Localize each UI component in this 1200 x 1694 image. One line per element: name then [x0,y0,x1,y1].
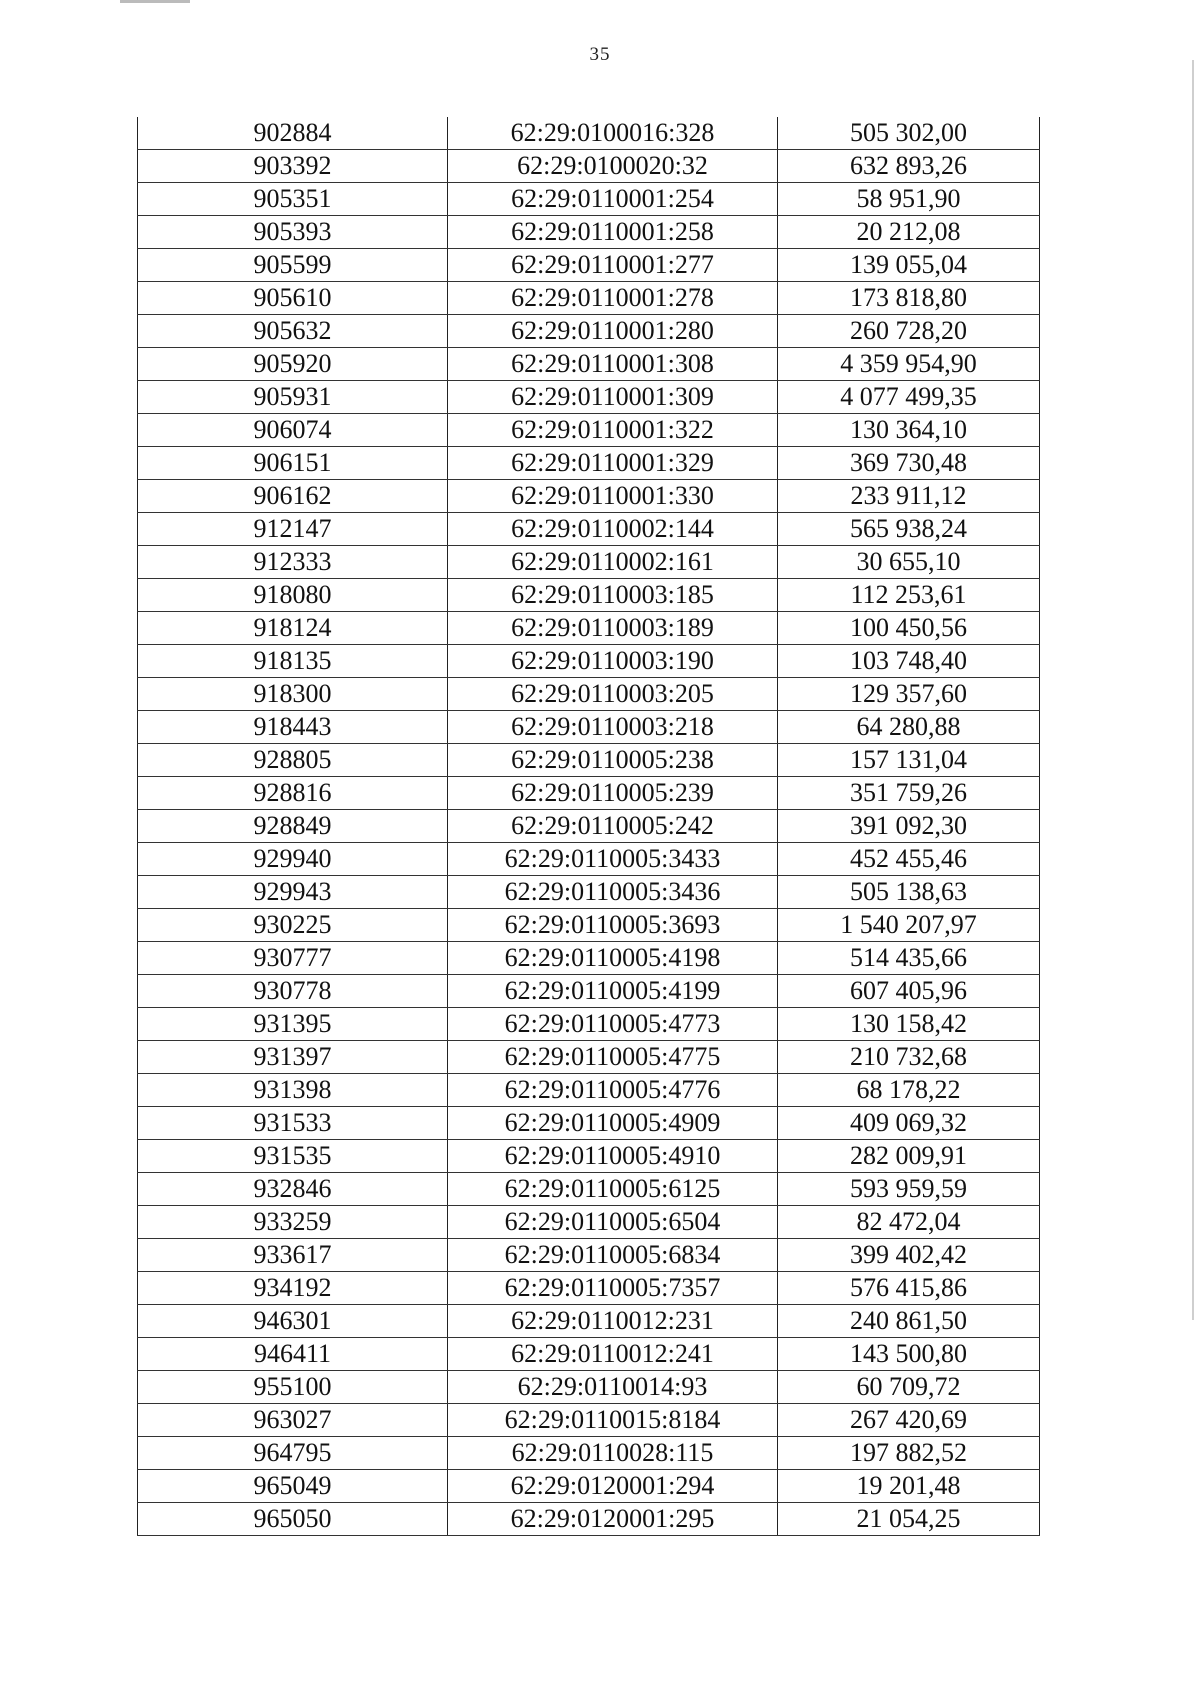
table-row [138,348,1040,381]
record-id-cell: 955100 [138,1371,448,1404]
cadastral-number-cell: 62:29:0110005:4910 [448,1140,778,1173]
table-row [138,1437,1040,1470]
cadastral-number-cell: 62:29:0100020:32 [448,150,778,183]
table-row [138,678,1040,711]
record-id-cell: 928816 [138,777,448,810]
value-cell: 240 861,50 [778,1305,1040,1338]
value-cell: 267 420,69 [778,1404,1040,1437]
record-id-cell: 903392 [138,150,448,183]
cadastral-number-cell: 62:29:0120001:295 [448,1503,778,1536]
record-id-cell: 905351 [138,183,448,216]
table-row [138,513,1040,546]
cadastral-number-cell: 62:29:0110001:322 [448,414,778,447]
value-cell: 282 009,91 [778,1140,1040,1173]
cadastral-number-cell: 62:29:0110015:8184 [448,1404,778,1437]
value-cell: 576 415,86 [778,1272,1040,1305]
cadastral-number-cell: 62:29:0110003:205 [448,678,778,711]
value-cell: 197 882,52 [778,1437,1040,1470]
record-id-cell: 930777 [138,942,448,975]
value-cell: 260 728,20 [778,315,1040,348]
cadastral-number-cell: 62:29:0110014:93 [448,1371,778,1404]
table-row [138,150,1040,183]
record-id-cell: 906162 [138,480,448,513]
table-row [138,1206,1040,1239]
cadastral-number-cell: 62:29:0110012:241 [448,1338,778,1371]
table-row [138,414,1040,447]
table-row [138,612,1040,645]
record-id-cell: 931395 [138,1008,448,1041]
table-row [138,1272,1040,1305]
table-row [138,1371,1040,1404]
cadastral-number-cell: 62:29:0110001:278 [448,282,778,315]
cadastral-number-cell: 62:29:0110001:308 [448,348,778,381]
table-row [138,1338,1040,1371]
record-id-cell: 906074 [138,414,448,447]
record-id-cell: 918300 [138,678,448,711]
cadastral-number-cell: 62:29:0110001:280 [448,315,778,348]
record-id-cell: 934192 [138,1272,448,1305]
value-cell: 210 732,68 [778,1041,1040,1074]
table-row [138,876,1040,909]
value-cell: 4 359 954,90 [778,348,1040,381]
cadastral-number-cell: 62:29:0110005:6504 [448,1206,778,1239]
record-id-cell: 946411 [138,1338,448,1371]
record-id-cell: 918135 [138,645,448,678]
cadastral-number-cell: 62:29:0110005:7357 [448,1272,778,1305]
record-id-cell: 905920 [138,348,448,381]
cadastral-number-cell: 62:29:0110005:6125 [448,1173,778,1206]
record-id-cell: 918443 [138,711,448,744]
value-cell: 103 748,40 [778,645,1040,678]
table-row [138,1404,1040,1437]
data-table [137,117,1040,1536]
value-cell: 399 402,42 [778,1239,1040,1272]
record-id-cell: 905610 [138,282,448,315]
cadastral-number-cell: 62:29:0110001:258 [448,216,778,249]
record-id-cell: 932846 [138,1173,448,1206]
cadastral-number-cell: 62:29:0110012:231 [448,1305,778,1338]
cadastral-number-cell: 62:29:0110003:189 [448,612,778,645]
record-id-cell: 902884 [138,117,448,150]
record-id-cell: 929940 [138,843,448,876]
record-id-cell: 928849 [138,810,448,843]
value-cell: 64 280,88 [778,711,1040,744]
value-cell: 607 405,96 [778,975,1040,1008]
table-row [138,447,1040,480]
value-cell: 409 069,32 [778,1107,1040,1140]
cadastral-number-cell: 62:29:0110005:242 [448,810,778,843]
cadastral-number-cell: 62:29:0110005:4198 [448,942,778,975]
value-cell: 593 959,59 [778,1173,1040,1206]
value-cell: 129 357,60 [778,678,1040,711]
table-row [138,1041,1040,1074]
cadastral-number-cell: 62:29:0110001:309 [448,381,778,414]
value-cell: 100 450,56 [778,612,1040,645]
record-id-cell: 928805 [138,744,448,777]
record-id-cell: 946301 [138,1305,448,1338]
table-row [138,975,1040,1008]
record-id-cell: 912333 [138,546,448,579]
value-cell: 351 759,26 [778,777,1040,810]
table-row [138,1074,1040,1107]
table-row [138,282,1040,315]
scan-artifact-mark [120,0,190,3]
table-row [138,843,1040,876]
cadastral-number-cell: 62:29:0110005:3433 [448,843,778,876]
record-id-cell: 933617 [138,1239,448,1272]
page-number: 35 [589,44,611,65]
value-cell: 139 055,04 [778,249,1040,282]
value-cell: 173 818,80 [778,282,1040,315]
table-row [138,1173,1040,1206]
record-id-cell: 905599 [138,249,448,282]
value-cell: 60 709,72 [778,1371,1040,1404]
table-row [138,315,1040,348]
cadastral-number-cell: 62:29:0120001:294 [448,1470,778,1503]
table-row [138,480,1040,513]
record-id-cell: 929943 [138,876,448,909]
record-id-cell: 965050 [138,1503,448,1536]
value-cell: 21 054,25 [778,1503,1040,1536]
value-cell: 68 178,22 [778,1074,1040,1107]
value-cell: 369 730,48 [778,447,1040,480]
value-cell: 565 938,24 [778,513,1040,546]
value-cell: 505 138,63 [778,876,1040,909]
value-cell: 112 253,61 [778,579,1040,612]
value-cell: 20 212,08 [778,216,1040,249]
value-cell: 452 455,46 [778,843,1040,876]
table-row [138,810,1040,843]
record-id-cell: 964795 [138,1437,448,1470]
record-id-cell: 931535 [138,1140,448,1173]
table-row [138,249,1040,282]
cadastral-number-cell: 62:29:0110002:144 [448,513,778,546]
cadastral-number-cell: 62:29:0110001:277 [448,249,778,282]
cadastral-number-cell: 62:29:0110005:4199 [448,975,778,1008]
cadastral-number-cell: 62:29:0110003:218 [448,711,778,744]
cadastral-number-cell: 62:29:0110001:330 [448,480,778,513]
value-cell: 1 540 207,97 [778,909,1040,942]
record-id-cell: 918080 [138,579,448,612]
table-row [138,1503,1040,1536]
table-row [138,579,1040,612]
table-row [138,1008,1040,1041]
value-cell: 233 911,12 [778,480,1040,513]
table-row [138,546,1040,579]
cadastral-number-cell: 62:29:0110005:4773 [448,1008,778,1041]
record-id-cell: 912147 [138,513,448,546]
table-row [138,216,1040,249]
cadastral-number-cell: 62:29:0110002:161 [448,546,778,579]
table-row [138,711,1040,744]
table-row [138,1305,1040,1338]
record-id-cell: 906151 [138,447,448,480]
cadastral-number-cell: 62:29:0110005:4775 [448,1041,778,1074]
record-id-cell: 905931 [138,381,448,414]
table-row [138,1107,1040,1140]
cadastral-number-cell: 62:29:0110005:3436 [448,876,778,909]
value-cell: 514 435,66 [778,942,1040,975]
record-id-cell: 905393 [138,216,448,249]
value-cell: 505 302,00 [778,117,1040,150]
cadastral-number-cell: 62:29:0100016:328 [448,117,778,150]
value-cell: 391 092,30 [778,810,1040,843]
value-cell: 19 201,48 [778,1470,1040,1503]
value-cell: 143 500,80 [778,1338,1040,1371]
cadastral-number-cell: 62:29:0110001:329 [448,447,778,480]
value-cell: 130 364,10 [778,414,1040,447]
value-cell: 58 951,90 [778,183,1040,216]
record-id-cell: 963027 [138,1404,448,1437]
table-row [138,183,1040,216]
value-cell: 82 472,04 [778,1206,1040,1239]
cadastral-number-cell: 62:29:0110003:185 [448,579,778,612]
value-cell: 632 893,26 [778,150,1040,183]
table-row [138,1239,1040,1272]
table-row [138,645,1040,678]
table-row [138,381,1040,414]
cadastral-number-cell: 62:29:0110028:115 [448,1437,778,1470]
scan-edge-line [1192,60,1194,1320]
table-row [138,1140,1040,1173]
record-id-cell: 918124 [138,612,448,645]
value-cell: 30 655,10 [778,546,1040,579]
table-body [138,117,1040,1536]
table-row [138,117,1040,150]
record-id-cell: 933259 [138,1206,448,1239]
value-cell: 130 158,42 [778,1008,1040,1041]
record-id-cell: 930778 [138,975,448,1008]
table-row [138,744,1040,777]
cadastral-number-cell: 62:29:0110005:239 [448,777,778,810]
table-row [138,942,1040,975]
table-row [138,1470,1040,1503]
record-id-cell: 905632 [138,315,448,348]
record-id-cell: 965049 [138,1470,448,1503]
cadastral-number-cell: 62:29:0110005:4776 [448,1074,778,1107]
cadastral-number-cell: 62:29:0110005:238 [448,744,778,777]
record-id-cell: 931397 [138,1041,448,1074]
cadastral-number-cell: 62:29:0110001:254 [448,183,778,216]
table-row [138,777,1040,810]
value-cell: 157 131,04 [778,744,1040,777]
record-id-cell: 931398 [138,1074,448,1107]
record-id-cell: 930225 [138,909,448,942]
cadastral-number-cell: 62:29:0110005:4909 [448,1107,778,1140]
table-row [138,909,1040,942]
record-id-cell: 931533 [138,1107,448,1140]
cadastral-number-cell: 62:29:0110005:6834 [448,1239,778,1272]
cadastral-number-cell: 62:29:0110005:3693 [448,909,778,942]
cadastral-number-cell: 62:29:0110003:190 [448,645,778,678]
value-cell: 4 077 499,35 [778,381,1040,414]
